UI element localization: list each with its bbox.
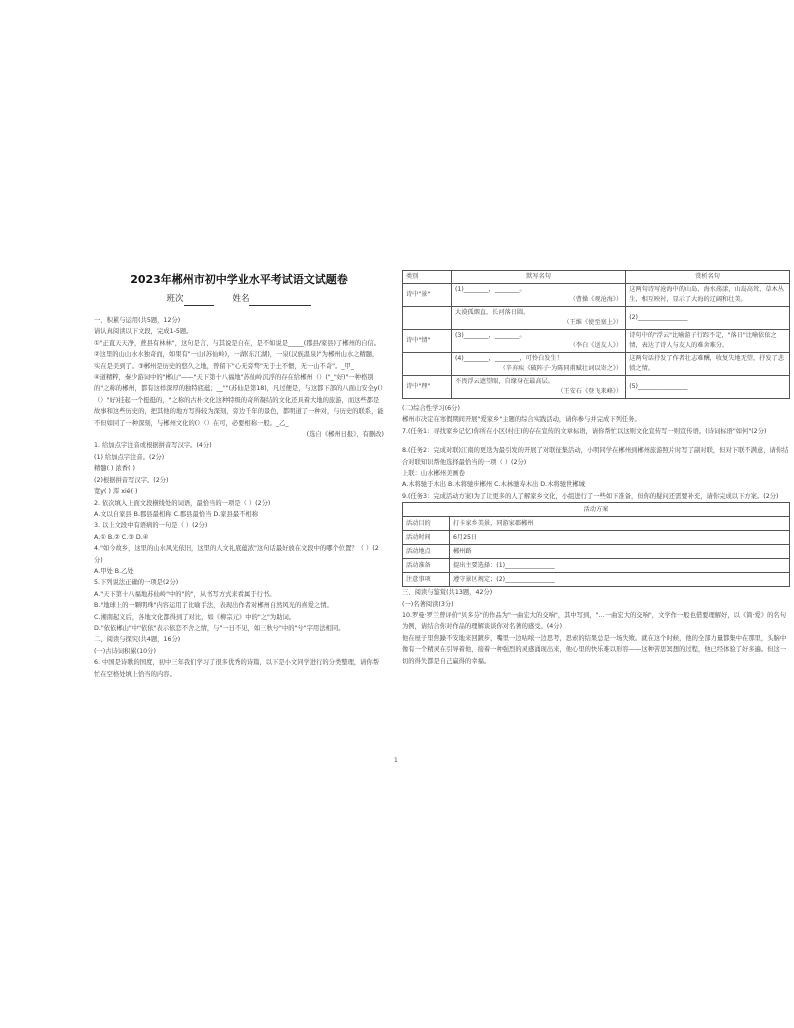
left-para: (1) 给加点字注音。(2分)	[94, 453, 165, 461]
quote-cell	[452, 353, 626, 376]
quote-line: 不畏浮云遮望眼，自缘身在最高层。	[455, 378, 555, 385]
left-para: D."依依郴山"中"依依"表示依恋不舍之情，与"一日不见，如三秋兮"中的"兮"字用法相同。	[94, 624, 345, 632]
right-para: A.木将驰于木出 B.木将驰步郴州 C.木林驰寿木出 D.木将驰世郴城	[402, 481, 585, 489]
left-para: A.甲处 B.乙处	[94, 567, 134, 575]
class-label: 班次	[166, 294, 184, 304]
analysis-cell: 诗句中的"浮云"比喻游子行踪不定，"落日"比喻依依之情，表达了诗人与友人的难舍难分。	[626, 330, 790, 353]
right-para: 10.罗曼·罗兰曾评价"贝多芬"的作品为"一曲宏大的交响"，其中写到，"…一曲宏大的交响"，文学作一般也借要理解好，以《简·爱》的名句为例，请结合你对作品的理解谈谈你对名著的感受。(4分)	[402, 612, 787, 631]
analysis-cell: 这两句话抒发了作者壮志难酬，收复失地无望，抒发了悲愤之情。	[626, 353, 790, 376]
left-para: (一)古诗词积累(10分)	[94, 647, 156, 655]
left-para: 5.下列说法正确的一项是(2分)	[94, 579, 179, 587]
quote-line: (3)________，________。	[455, 332, 526, 339]
table-row	[403, 573, 790, 587]
category-cell	[403, 307, 452, 330]
quote-source: （辛弃疾《破阵子·为陈同甫赋壮词以寄之》）	[499, 365, 623, 372]
left-para: ④道精粹，秦少游词中的"郴山"——"天下第十八福地"苏仙岭沉浮的存在给郴州（）("_"好)"一种格别的"之称的郴州，都有这样深厚的独特底蕴；__""(苏仙是第18)，凡过便是，与这都下部的八面山安全y(）（）"好)挂起一个挺挺的，"之称的古朴文化这种特级的奇所凝结的文化还具着大地的旅游，而这些都是故事和这些历史的，把其他的地方写得较为深刻，旁边千年的景色，都明道了一种对，与历史的联系，能不但如同了一种深刻，与郴州文化的(）（）在可，必要相称一般。_乙_	[94, 374, 384, 427]
right-para: 9.(任务3：完成活动方案)为了让更多的人了解家乡文化，小组进行了一些如下准备，但你的疑问还需要补充，请你完成以下方案。(2分)	[402, 492, 779, 500]
left-para: B."地球上的一颗明珠"内容运用了比喻手法，表现出作者对郴州自然风光的喜爱之情。	[94, 602, 333, 610]
activity-plan-table	[402, 502, 790, 587]
right-para: 他在屋子里焦躁不安地来回踱步，嘴里一边咕哝一边思考，思索的结果总是一场失败。就在这个时候，他的全部力量都集中在那里，头脑中像有一个精灵在引导着他，接着一种强烈的灵感涌现出来，他心里的快乐难以形容——这种苦思冥想的过程，他已经体验了好多遍。但这一切的得失都是自己赢得的幸福。	[402, 634, 787, 665]
plan-title: 活动方案	[403, 503, 790, 517]
category-cell: 诗中"景"	[403, 284, 452, 307]
left-column	[94, 315, 384, 680]
quote-cell	[452, 307, 626, 330]
left-para: 4."如今故乡，这里的山水风光依旧，这里的人文礼底蕴浓"这句话最好放在文段中的哪个位置？（ ）(2分)	[94, 545, 379, 564]
source-note: (选自《郴州日报》，有删改)	[306, 431, 384, 439]
exam-title: 2023年郴州市初中学业水平考试语文试题卷	[130, 273, 348, 286]
table-header: 类别	[403, 271, 452, 284]
quote-source: （李白《送友人》）	[569, 342, 623, 349]
left-para: C.湘南起义后，各地文化都得到了对比，如《柳宗元》中的"之"为助词。	[94, 613, 296, 621]
right-para: 郴州市决定在寒假期间开展"爱家乡"主题的综合实践活动，请你参与并完成下列任务。	[402, 416, 641, 424]
quote-line: 大漠孤烟直，长河落日圆。	[455, 309, 530, 316]
plan-value: 6月25日	[450, 531, 790, 545]
right-para: (一)名著阅读(3分)	[402, 600, 454, 608]
plan-label: 活动目的	[403, 517, 450, 531]
left-para: 6. 中国是诗歌的国度，初中三年我们学习了很多优秀的诗篇，以下是小文同学进行的分类整理，请你帮忙在空格处填上恰当的内容。	[94, 659, 380, 678]
left-para: 精髓( ) 浓香( )	[94, 465, 136, 473]
right-para: 8.(任务2：完成对联)江南的更迭为最引发的开展了对联征集活动，小明同学在郴州到郴州旅游照片时写了副对联，但对下联不满意，请你结合对联知识帮他选择最恰当的一项（ ）(2分)	[402, 447, 789, 466]
left-para: 1. 给加点字注音或根据拼音写汉字。(4分)	[94, 442, 212, 450]
plan-label: 活动准备	[403, 559, 450, 573]
table-row	[403, 559, 790, 573]
left-para: 请认真阅读以下文段，完成1-5题。	[94, 328, 193, 336]
left-para: 3. 以上文段中有语病的一句是（ ）(2分)	[94, 522, 208, 530]
right-para: 三、阅读与鉴赏(共13题，42分)	[402, 589, 493, 597]
plan-value: 打卡家乡美景，同游家郡郴州	[450, 517, 790, 531]
right-para: 7.(任务1：寻找家乡记忆)你所在小区(村庄)的存在宣传的文章标语，请你帮忙以这则文化宣传写一则宣传语。(诗词标语"如何"(2分)	[402, 427, 767, 435]
name-blank	[249, 295, 311, 306]
quote-source: （王维《使至塞上》）	[563, 319, 623, 326]
plan-label: 注意事项	[403, 573, 450, 587]
left-para: (2)根据拼音写汉字。(2分)	[94, 476, 169, 484]
quote-cell	[452, 376, 626, 399]
table-row	[403, 376, 790, 399]
table-row	[403, 284, 790, 307]
table-header: 赏析名句	[626, 271, 790, 284]
plan-label: 活动时间	[403, 531, 450, 545]
class-blank	[184, 295, 214, 306]
quote-cell	[452, 284, 626, 307]
left-para: 2. 依次填入上面文段横线处的词语，最恰当的一项是（ ）(2分)	[94, 499, 271, 507]
page-number: 1	[394, 757, 398, 764]
table-row	[403, 330, 790, 353]
analysis-cell: (5)________________	[626, 376, 790, 399]
right-para: (二)综合性学习(6分)	[402, 405, 460, 412]
analysis-cell: 这两句诗写沧海中的山岛，海水荡漾，山岛高耸，草木丛生，相互映衬，显示了大海的辽阔和壮美。	[626, 284, 790, 307]
quote-source: （王安石《登飞来峰》）	[557, 388, 623, 395]
plan-value: 提出主要选择：(1)________________	[450, 559, 790, 573]
left-para: A."天下第十八福地苏仙岭"中的"的"，从书写方式来看属于行书。	[94, 590, 276, 598]
analysis-cell: (2)________________	[626, 307, 790, 330]
left-para: 二、阅读与探究(共4题，16分)	[94, 636, 181, 644]
quote-line: (1)________，________。	[455, 286, 526, 293]
plan-value: 遵守景区规定；(2)________________	[450, 573, 790, 587]
name-label: 姓名	[232, 294, 250, 304]
header-fields	[94, 292, 384, 306]
table-row	[403, 353, 790, 376]
table-header: 默写名句	[452, 271, 626, 284]
quote-line: (4)________，________，可怜白发生！	[455, 355, 563, 362]
category-cell	[403, 353, 452, 376]
right-para: 上联：山水郴州美画卷	[402, 470, 465, 478]
poetry-table	[402, 270, 790, 399]
left-para: A.文以自家县 B.郡县最相称 C.郡县最恰当 D.家县最不相称	[94, 510, 259, 518]
left-para: A.① B.② C.③ D.④	[94, 533, 149, 541]
left-para: ①"正直天天净，蔗县有林林"，这句是言，与其说是自在，是不如说是_____(郡县/家县)了郴州的自信。②这里的山山水水独奇而，如果有"一山(苏仙岭)，一湖(东江湖)，一泉(汉族温泉)"为郴州山水之精髓，实在是美到了。③郴州是历史的悠久之地，曾留下"心无旁骛"无于土不惯，无一山不奇"。_甲_	[94, 339, 381, 370]
category-cell: 诗中"理"	[403, 376, 452, 399]
table-row	[403, 545, 790, 559]
plan-label: 活动地点	[403, 545, 450, 559]
table-row	[403, 517, 790, 531]
table-row	[403, 531, 790, 545]
left-para: 宽y( ) 浑 xié( )	[94, 488, 138, 496]
right-column	[402, 270, 790, 667]
category-cell: 诗中"情"	[403, 330, 452, 353]
quote-cell	[452, 330, 626, 353]
table-row	[403, 307, 790, 330]
plan-value: 郴州路	[450, 545, 790, 559]
left-para: 一、积累与运用(共5题，12分)	[94, 317, 181, 324]
quote-source: （曹操《观沧海》）	[569, 296, 623, 303]
